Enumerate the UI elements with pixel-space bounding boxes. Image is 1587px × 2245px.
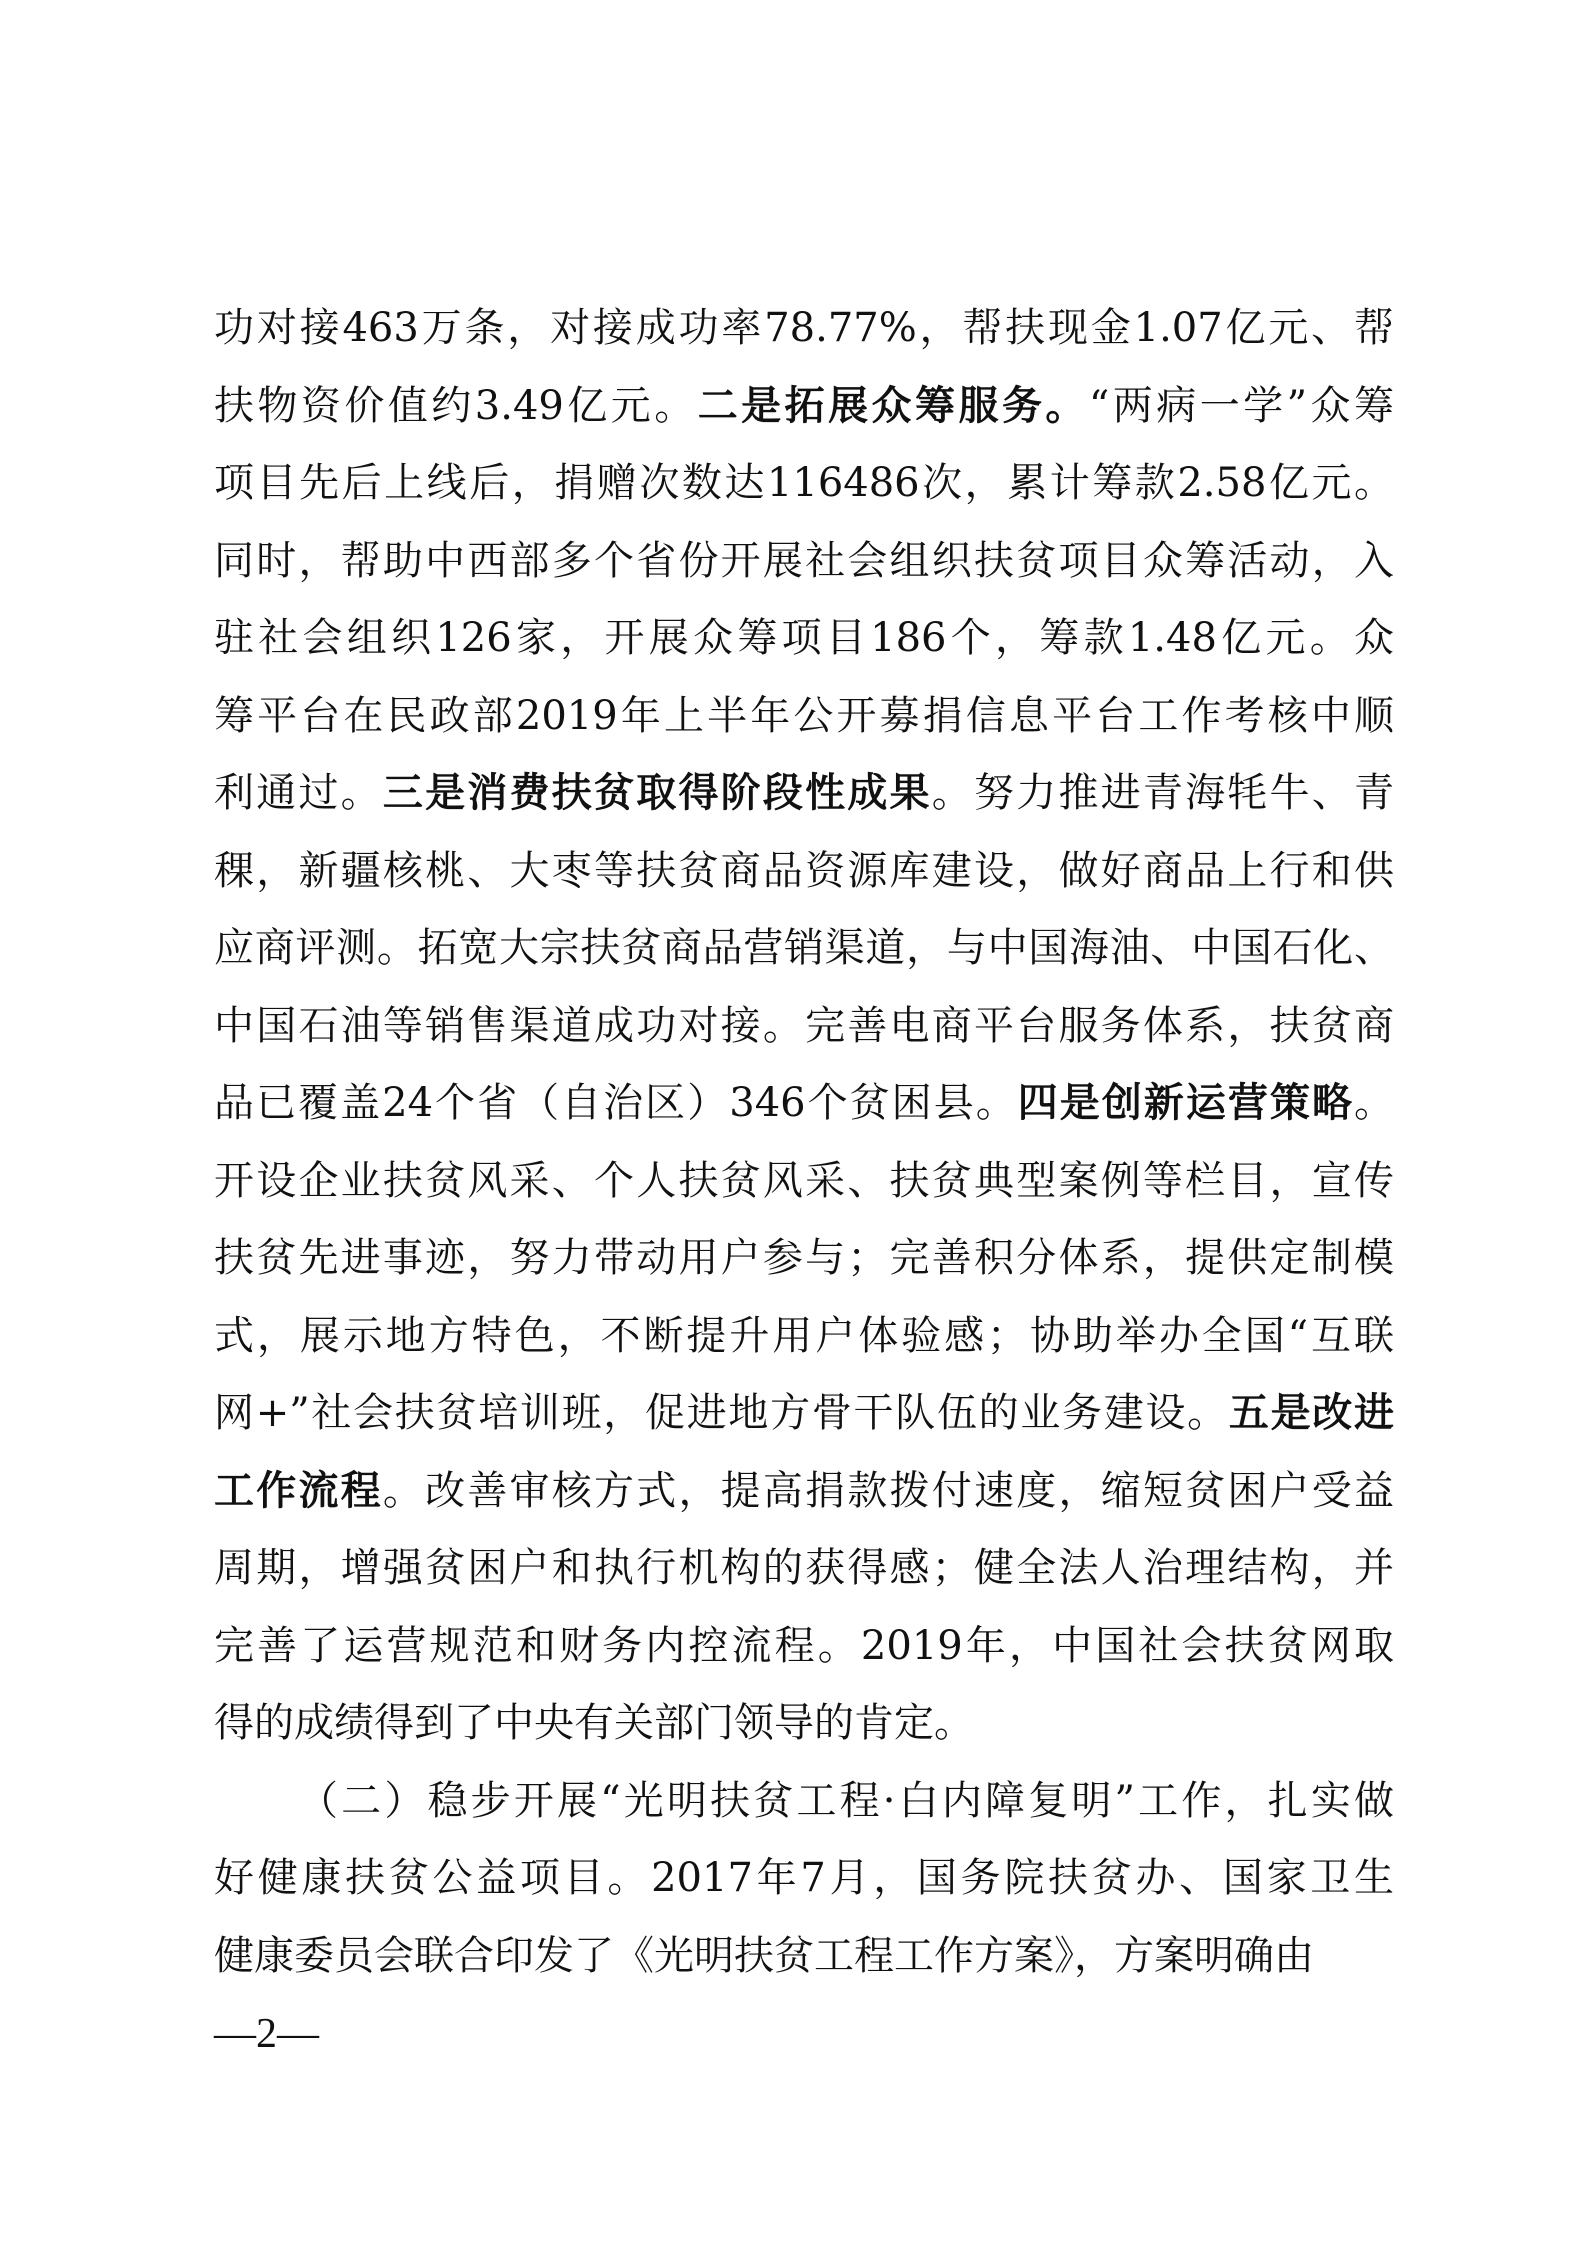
text-line	[214, 678, 1394, 756]
text-line	[214, 1298, 1394, 1376]
body-text-segment: 品已覆盖24个省（自治区）346个贫困县。	[214, 1080, 1018, 1126]
body-text-segment: 网+”社会扶贫培训班，促进地方骨干队伍的业务建设。	[214, 1390, 1229, 1436]
text-line	[214, 368, 1394, 446]
body-text-segment: 项目先后上线后，捐赠次数达116486次，累计筹款2.58亿元。	[214, 460, 1394, 506]
body-text-segment: 。改善审核方式，提高捐款拨付速度，缩短贫困户受益	[382, 1467, 1395, 1514]
text-line	[214, 1763, 1394, 1841]
text-line	[214, 1840, 1394, 1918]
body-text-segment: 式，展示地方特色，不断提升用户体验感；协助举办全国“互联	[214, 1312, 1394, 1359]
body-text-segment: 驻社会组织126家，开展众筹项目186个，筹款1.48亿元。众	[214, 615, 1394, 661]
text-line	[214, 1375, 1394, 1453]
body-text-segment: “两病一学”众筹	[1088, 382, 1395, 429]
body-text-segment: 同时，帮助中西部多个省份开展社会组织扶贫项目众筹活动，入	[214, 537, 1394, 584]
text-line	[214, 1685, 1394, 1763]
bold-heading-text: 四是创新运营策略	[1017, 1080, 1354, 1126]
text-line	[214, 1065, 1394, 1143]
body-text-segment: 稞，新疆核桃、大枣等扶贫商品资源库建设，做好商品上行和供	[214, 847, 1394, 894]
bold-heading-text: 三是消费扶贫取得阶段性成果	[382, 770, 932, 816]
body-text-segment: 2017年7月，国务院扶贫办、国家卫生	[651, 1855, 1395, 1901]
bold-heading-text: 五是改进	[1228, 1390, 1395, 1436]
text-line	[214, 600, 1394, 678]
body-text-segment: 周期，增强贫困户和执行机构的获得感；健全法人治理结构，并	[214, 1545, 1394, 1591]
bold-heading-text: 二是拓展众筹服务。	[697, 382, 1089, 429]
bold-heading-text: 工作流程	[214, 1467, 383, 1514]
text-line	[214, 1608, 1394, 1686]
body-text-segment: 利通过。	[214, 770, 383, 816]
body-text	[214, 290, 1394, 1995]
text-line	[214, 1220, 1394, 1298]
body-text-segment: 扶贫先进事迹，努力带动用户参与；完善积分体系，提供定制模	[214, 1235, 1394, 1281]
text-line	[214, 1143, 1394, 1221]
body-text-segment: 扶物资价值约3.49亿元。	[214, 382, 698, 429]
body-text-segment: 开设企业扶贫风采、个人扶贫风采、扶贫典型案例等栏目，宣传	[214, 1157, 1394, 1204]
text-line	[214, 755, 1394, 833]
body-text-segment: 好健康扶贫公益项目。	[214, 1855, 652, 1901]
text-line	[214, 1453, 1394, 1531]
text-line	[214, 1530, 1394, 1608]
text-line	[214, 1918, 1394, 1996]
page-number: —2—	[214, 2011, 319, 2057]
body-text-segment: 健康委员会联合印发了《光明扶贫工程工作方案》，方案明确由	[214, 1932, 1314, 1979]
body-text-segment: 。努力推进青海牦牛、青	[931, 770, 1395, 816]
body-text-segment: （二）稳步开展“光明扶贫工程·白内障复明”工作，扎实做	[298, 1777, 1394, 1824]
text-line	[214, 833, 1394, 911]
text-line	[214, 988, 1394, 1066]
body-text-segment: 得的成绩得到了中央有关部门领导的肯定。	[214, 1700, 974, 1746]
text-line	[214, 290, 1394, 368]
body-text-segment: 。	[1354, 1080, 1394, 1126]
body-text-segment: 完善了运营规范和财务内控流程。2019年，中国社会扶贫网取	[214, 1622, 1394, 1669]
body-text-segment: 功对接463万条，对接成功率78.77%，帮扶现金1.07亿元、帮	[214, 305, 1394, 351]
body-text-segment: 筹平台在民政部2019年上半年公开募捐信息平台工作考核中顺	[214, 692, 1394, 739]
text-line	[214, 523, 1394, 601]
body-text-segment: 应商评测。拓宽大宗扶贫商品营销渠道，与中国海油、中国石化、	[214, 925, 1394, 971]
body-text-segment: 中国石油等销售渠道成功对接。完善电商平台服务体系，扶贫商	[214, 1002, 1394, 1049]
text-line	[214, 910, 1394, 988]
text-line	[214, 445, 1394, 523]
